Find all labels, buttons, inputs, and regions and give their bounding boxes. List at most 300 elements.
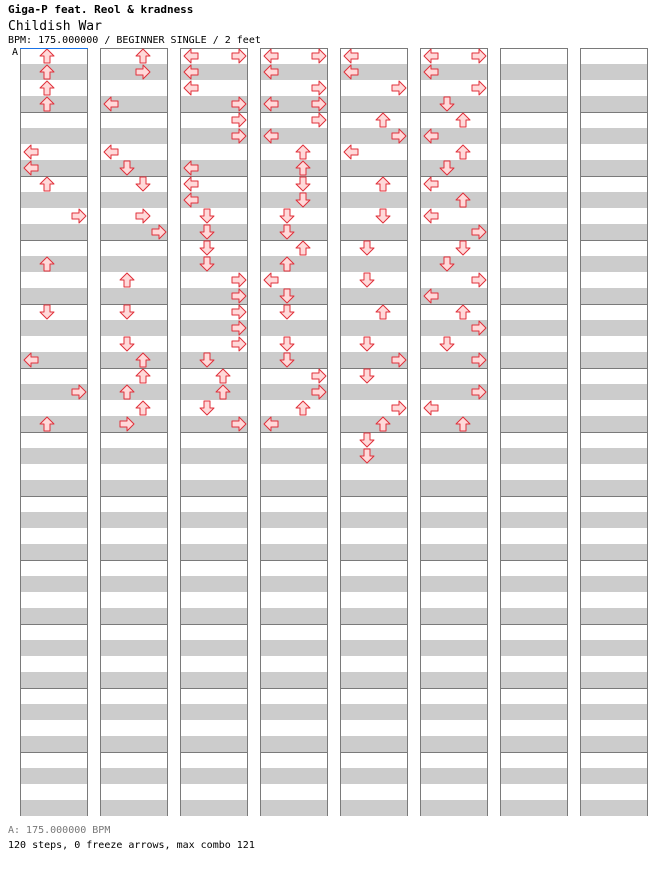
beat-band [341, 480, 407, 496]
up-arrow-icon [39, 416, 55, 432]
beat-band [181, 704, 247, 720]
down-arrow-icon [279, 336, 295, 352]
beat-band [421, 480, 487, 496]
measure-line [101, 368, 167, 369]
down-arrow-icon [199, 400, 215, 416]
beat-band [21, 704, 87, 720]
measure-line [181, 496, 247, 497]
beat-band [101, 512, 167, 528]
measure-line [581, 176, 647, 177]
beat-band [261, 448, 327, 464]
up-arrow-icon [375, 304, 391, 320]
beat-band [501, 352, 567, 368]
beat-band [181, 384, 247, 400]
beat-band [501, 384, 567, 400]
measure-line [21, 432, 87, 433]
beat-band [421, 736, 487, 752]
measure-line [181, 752, 247, 753]
beat-band [421, 416, 487, 432]
left-arrow-icon [423, 128, 439, 144]
beat-band [421, 576, 487, 592]
left-arrow-icon [423, 208, 439, 224]
left-arrow-icon [103, 144, 119, 160]
measure-line [341, 112, 407, 113]
beat-band [581, 288, 647, 304]
beat-band [21, 224, 87, 240]
beat-band [181, 608, 247, 624]
measure-line [501, 176, 567, 177]
left-arrow-icon [263, 96, 279, 112]
down-arrow-icon [295, 192, 311, 208]
down-arrow-icon [359, 240, 375, 256]
up-arrow-icon [119, 272, 135, 288]
beat-band [581, 576, 647, 592]
beat-band [581, 704, 647, 720]
beat-band [501, 160, 567, 176]
beat-band [21, 288, 87, 304]
beat-band [21, 480, 87, 496]
beat-band [181, 544, 247, 560]
measure-line [21, 624, 87, 625]
measure-line [421, 304, 487, 305]
measure-line [501, 624, 567, 625]
measure-line [261, 240, 327, 241]
beat-band [501, 576, 567, 592]
beat-band [101, 640, 167, 656]
down-arrow-icon [439, 336, 455, 352]
beat-band [581, 128, 647, 144]
beat-band [261, 192, 327, 208]
beat-band [341, 672, 407, 688]
measure-line [421, 496, 487, 497]
beat-band [181, 672, 247, 688]
down-arrow-icon [199, 240, 215, 256]
measure-line [421, 688, 487, 689]
measure-line [501, 752, 567, 753]
beat-band [101, 736, 167, 752]
beat-band [501, 192, 567, 208]
measure-line [501, 688, 567, 689]
right-arrow-icon [231, 336, 247, 352]
down-arrow-icon [199, 208, 215, 224]
right-arrow-icon [231, 304, 247, 320]
beat-band [421, 192, 487, 208]
right-arrow-icon [231, 416, 247, 432]
beat-band [341, 384, 407, 400]
right-arrow-icon [135, 64, 151, 80]
right-arrow-icon [471, 320, 487, 336]
measure-line [101, 688, 167, 689]
measure-line [421, 624, 487, 625]
beat-band [101, 192, 167, 208]
beat-band [181, 512, 247, 528]
down-arrow-icon [279, 352, 295, 368]
beat-band [581, 544, 647, 560]
beat-band [101, 800, 167, 816]
left-arrow-icon [23, 144, 39, 160]
down-arrow-icon [135, 176, 151, 192]
measure-line [421, 240, 487, 241]
down-arrow-icon [439, 96, 455, 112]
measure-line [581, 240, 647, 241]
measure-line [581, 688, 647, 689]
bpm-marker-label: A [12, 47, 19, 58]
beat-band [581, 416, 647, 432]
up-arrow-icon [215, 368, 231, 384]
beat-band [501, 704, 567, 720]
right-arrow-icon [311, 384, 327, 400]
down-arrow-icon [375, 208, 391, 224]
up-arrow-icon [119, 384, 135, 400]
right-arrow-icon [471, 272, 487, 288]
down-arrow-icon [279, 208, 295, 224]
beat-band [341, 576, 407, 592]
up-arrow-icon [455, 192, 471, 208]
up-arrow-icon [39, 64, 55, 80]
beat-band [501, 416, 567, 432]
measure-line [421, 368, 487, 369]
beat-band [581, 96, 647, 112]
chart-column [500, 48, 568, 816]
beat-band [101, 672, 167, 688]
right-arrow-icon [71, 384, 87, 400]
right-arrow-icon [471, 352, 487, 368]
up-arrow-icon [295, 144, 311, 160]
up-arrow-icon [39, 48, 55, 64]
measure-line [501, 432, 567, 433]
beat-band [101, 448, 167, 464]
beat-band [501, 448, 567, 464]
down-arrow-icon [359, 336, 375, 352]
measure-line [261, 624, 327, 625]
chart-column [580, 48, 648, 816]
measure-line [21, 688, 87, 689]
left-arrow-icon [263, 416, 279, 432]
left-arrow-icon [103, 96, 119, 112]
measure-line [21, 240, 87, 241]
beat-band [501, 512, 567, 528]
measure-line [421, 560, 487, 561]
left-arrow-icon [423, 64, 439, 80]
measure-line [501, 560, 567, 561]
measure-line [341, 560, 407, 561]
measure-line [501, 48, 567, 49]
beat-band [341, 96, 407, 112]
beat-band [21, 320, 87, 336]
up-arrow-icon [375, 112, 391, 128]
beat-band [101, 256, 167, 272]
beat-band [581, 64, 647, 80]
down-arrow-icon [199, 224, 215, 240]
down-arrow-icon [295, 176, 311, 192]
beat-band [421, 640, 487, 656]
beat-band [421, 544, 487, 560]
right-arrow-icon [231, 112, 247, 128]
right-arrow-icon [231, 48, 247, 64]
right-arrow-icon [135, 208, 151, 224]
beat-band [101, 320, 167, 336]
beat-band [501, 480, 567, 496]
beat-band [101, 768, 167, 784]
beat-band [341, 224, 407, 240]
right-arrow-icon [71, 208, 87, 224]
measure-line [501, 496, 567, 497]
up-arrow-icon [39, 96, 55, 112]
right-arrow-icon [231, 96, 247, 112]
beat-band [341, 736, 407, 752]
up-arrow-icon [135, 400, 151, 416]
measure-line [181, 688, 247, 689]
up-arrow-icon [135, 368, 151, 384]
measure-line [261, 752, 327, 753]
measure-line [101, 48, 167, 49]
measure-line [261, 496, 327, 497]
song-title: Childish War [8, 19, 102, 34]
measure-line [101, 496, 167, 497]
beat-band [21, 448, 87, 464]
chart-meta: BPM: 175.000000 / BEGINNER SINGLE / 2 feet [8, 35, 261, 46]
measure-line [581, 496, 647, 497]
left-arrow-icon [183, 176, 199, 192]
beat-band [101, 608, 167, 624]
right-arrow-icon [311, 80, 327, 96]
beat-band [181, 576, 247, 592]
left-arrow-icon [343, 64, 359, 80]
beat-band [101, 288, 167, 304]
beat-band [421, 512, 487, 528]
song-artist: Giga-P feat. Reol & kradness [8, 3, 194, 16]
beat-band [421, 608, 487, 624]
measure-line [421, 432, 487, 433]
up-arrow-icon [295, 240, 311, 256]
beat-band [581, 640, 647, 656]
measure-line [501, 368, 567, 369]
beat-band [21, 672, 87, 688]
beat-band [501, 640, 567, 656]
up-arrow-icon [39, 176, 55, 192]
beat-band [581, 352, 647, 368]
beat-band [21, 736, 87, 752]
beat-band [341, 320, 407, 336]
beat-band [341, 704, 407, 720]
up-arrow-icon [295, 400, 311, 416]
measure-line [581, 432, 647, 433]
measure-line [21, 112, 87, 113]
left-arrow-icon [263, 48, 279, 64]
down-arrow-icon [119, 304, 135, 320]
left-arrow-icon [263, 64, 279, 80]
left-arrow-icon [343, 144, 359, 160]
beat-band [181, 640, 247, 656]
beat-band [581, 256, 647, 272]
beat-band [341, 192, 407, 208]
up-arrow-icon [375, 176, 391, 192]
measure-line [341, 496, 407, 497]
up-arrow-icon [455, 416, 471, 432]
measure-line [501, 304, 567, 305]
measure-line [341, 304, 407, 305]
beat-band [21, 800, 87, 816]
beat-band [261, 768, 327, 784]
up-arrow-icon [135, 48, 151, 64]
measure-line [261, 688, 327, 689]
beat-band [101, 704, 167, 720]
beat-band [581, 480, 647, 496]
beat-band [501, 800, 567, 816]
down-arrow-icon [439, 256, 455, 272]
chart-column [100, 48, 168, 816]
beat-band [261, 576, 327, 592]
left-arrow-icon [423, 176, 439, 192]
measure-line [21, 496, 87, 497]
measure-line [581, 624, 647, 625]
beat-band [181, 768, 247, 784]
down-arrow-icon [199, 256, 215, 272]
measure-line [101, 176, 167, 177]
down-arrow-icon [119, 160, 135, 176]
right-arrow-icon [311, 368, 327, 384]
up-arrow-icon [279, 256, 295, 272]
up-arrow-icon [135, 352, 151, 368]
left-arrow-icon [183, 64, 199, 80]
right-arrow-icon [471, 224, 487, 240]
beat-band [581, 160, 647, 176]
chart-column [420, 48, 488, 816]
beat-band [581, 224, 647, 240]
up-arrow-icon [215, 384, 231, 400]
footer-bpm: A: 175.000000 BPM [8, 825, 111, 836]
beat-band [501, 736, 567, 752]
beat-band [21, 544, 87, 560]
beat-band [581, 672, 647, 688]
beat-band [341, 800, 407, 816]
beat-band [261, 160, 327, 176]
beat-band [581, 512, 647, 528]
beat-band [501, 288, 567, 304]
beat-band [261, 512, 327, 528]
beat-band [101, 544, 167, 560]
measure-line [581, 304, 647, 305]
beat-band [581, 320, 647, 336]
down-arrow-icon [455, 240, 471, 256]
down-arrow-icon [359, 272, 375, 288]
left-arrow-icon [263, 272, 279, 288]
measure-line [101, 624, 167, 625]
beat-band [261, 640, 327, 656]
beat-band [501, 224, 567, 240]
beat-band [341, 512, 407, 528]
beat-band [101, 576, 167, 592]
beat-band [341, 288, 407, 304]
beat-band [261, 704, 327, 720]
left-arrow-icon [23, 160, 39, 176]
chart-column [340, 48, 408, 816]
right-arrow-icon [391, 400, 407, 416]
left-arrow-icon [263, 128, 279, 144]
right-arrow-icon [471, 80, 487, 96]
measure-line [101, 240, 167, 241]
right-arrow-icon [471, 48, 487, 64]
beat-band [501, 608, 567, 624]
left-arrow-icon [183, 80, 199, 96]
measure-line [101, 112, 167, 113]
down-arrow-icon [119, 336, 135, 352]
beat-band [421, 800, 487, 816]
measure-line [501, 112, 567, 113]
beat-band [21, 128, 87, 144]
beat-band [101, 352, 167, 368]
left-arrow-icon [183, 160, 199, 176]
measure-line [181, 432, 247, 433]
measure-line [581, 752, 647, 753]
beat-band [101, 128, 167, 144]
beat-band [501, 320, 567, 336]
right-arrow-icon [391, 128, 407, 144]
beat-band [101, 480, 167, 496]
beat-band [581, 768, 647, 784]
measure-line [21, 368, 87, 369]
beat-band [341, 256, 407, 272]
measure-line [181, 368, 247, 369]
down-arrow-icon [439, 160, 455, 176]
beat-band [501, 128, 567, 144]
beat-band [581, 192, 647, 208]
measure-line [421, 112, 487, 113]
right-arrow-icon [231, 128, 247, 144]
beat-band [261, 544, 327, 560]
measure-line [21, 560, 87, 561]
beat-band [421, 672, 487, 688]
up-arrow-icon [455, 144, 471, 160]
left-arrow-icon [183, 48, 199, 64]
measure-line [181, 624, 247, 625]
measure-line [581, 368, 647, 369]
left-arrow-icon [423, 288, 439, 304]
beat-band [341, 640, 407, 656]
beat-band [341, 416, 407, 432]
beat-band [101, 64, 167, 80]
left-arrow-icon [343, 48, 359, 64]
beat-band [261, 480, 327, 496]
up-arrow-icon [295, 160, 311, 176]
down-arrow-icon [359, 432, 375, 448]
measure-line [501, 240, 567, 241]
beat-band [181, 480, 247, 496]
beat-band [261, 800, 327, 816]
beat-band [501, 672, 567, 688]
beat-band [501, 96, 567, 112]
right-arrow-icon [231, 272, 247, 288]
right-arrow-icon [231, 288, 247, 304]
beat-band [581, 800, 647, 816]
beat-band [341, 544, 407, 560]
right-arrow-icon [311, 112, 327, 128]
left-arrow-icon [183, 192, 199, 208]
measure-line [181, 560, 247, 561]
up-arrow-icon [39, 256, 55, 272]
down-arrow-icon [279, 304, 295, 320]
beat-band [581, 736, 647, 752]
down-arrow-icon [199, 352, 215, 368]
right-arrow-icon [391, 80, 407, 96]
measure-line [341, 176, 407, 177]
beat-band [421, 768, 487, 784]
down-arrow-icon [279, 224, 295, 240]
beat-band [501, 768, 567, 784]
measure-line [341, 688, 407, 689]
measure-line [341, 752, 407, 753]
chart-column [20, 48, 88, 816]
